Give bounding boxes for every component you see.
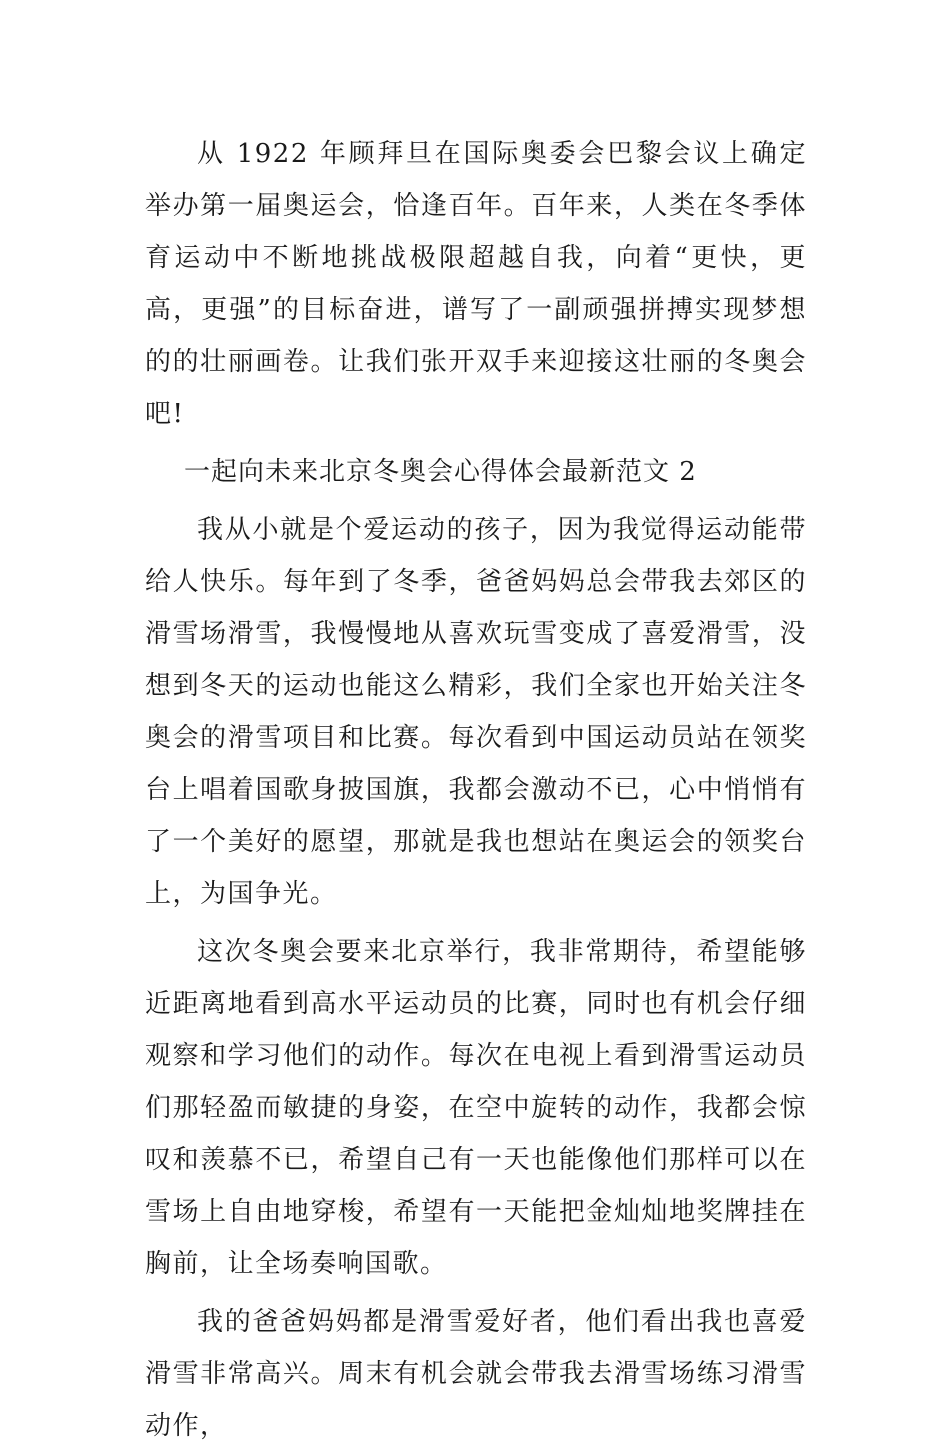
paragraph-olympic-centennial: 从 1922 年顾拜旦在国际奥委会巴黎会议上确定举办第一届奥运会，恰逢百年。百年来，人类在冬季体育运动中不断地挑战极限超越自我，向着“更快，更高，更强”的目标奋进，谱写了一副顽强拼搏实现梦想的的壮丽画卷。让我们张开双手来迎接这壮丽的冬奥会吧! — [145, 139, 807, 429]
section-heading: 一起向未来北京冬奥会心得体会最新范文 2 — [184, 457, 697, 487]
paragraph-love-sports: 我从小就是个爱运动的孩子，因为我觉得运动能带给人快乐。每年到了冬季，爸爸妈妈总会带我去郊区的滑雪场滑雪，我慢慢地从喜欢玩雪变成了喜爱滑雪，没想到冬天的运动也能这么精彩，我们全家也开始关注冬奥会的滑雪项目和比赛。每次看到中国运动员站在领奖台上唱着国歌身披国旗，我都会激动不已，心中悄悄有了一个美好的愿望，那就是我也想站在奥运会的领奖台上，为国争光。 — [145, 515, 807, 909]
document-body — [145, 128, 807, 1452]
paragraph-beijing-games: 这次冬奥会要来北京举行，我非常期待，希望能够近距离地看到高水平运动员的比赛，同时也有机会仔细观察和学习他们的动作。每次在电视上看到滑雪运动员们那轻盈而敏捷的身姿，在空中旋转的动作，我都会惊叹和羡慕不已，希望自己有一天也能像他们那样可以在雪场上自由地穿梭，希望有一天能把金灿灿地奖牌挂在胸前，让全场奏响国歌。 — [145, 937, 807, 1279]
paragraph-parents-skiing: 我的爸爸妈妈都是滑雪爱好者，他们看出我也喜爱滑雪非常高兴。周末有机会就会带我去滑雪场练习滑雪动作， — [145, 1307, 807, 1441]
